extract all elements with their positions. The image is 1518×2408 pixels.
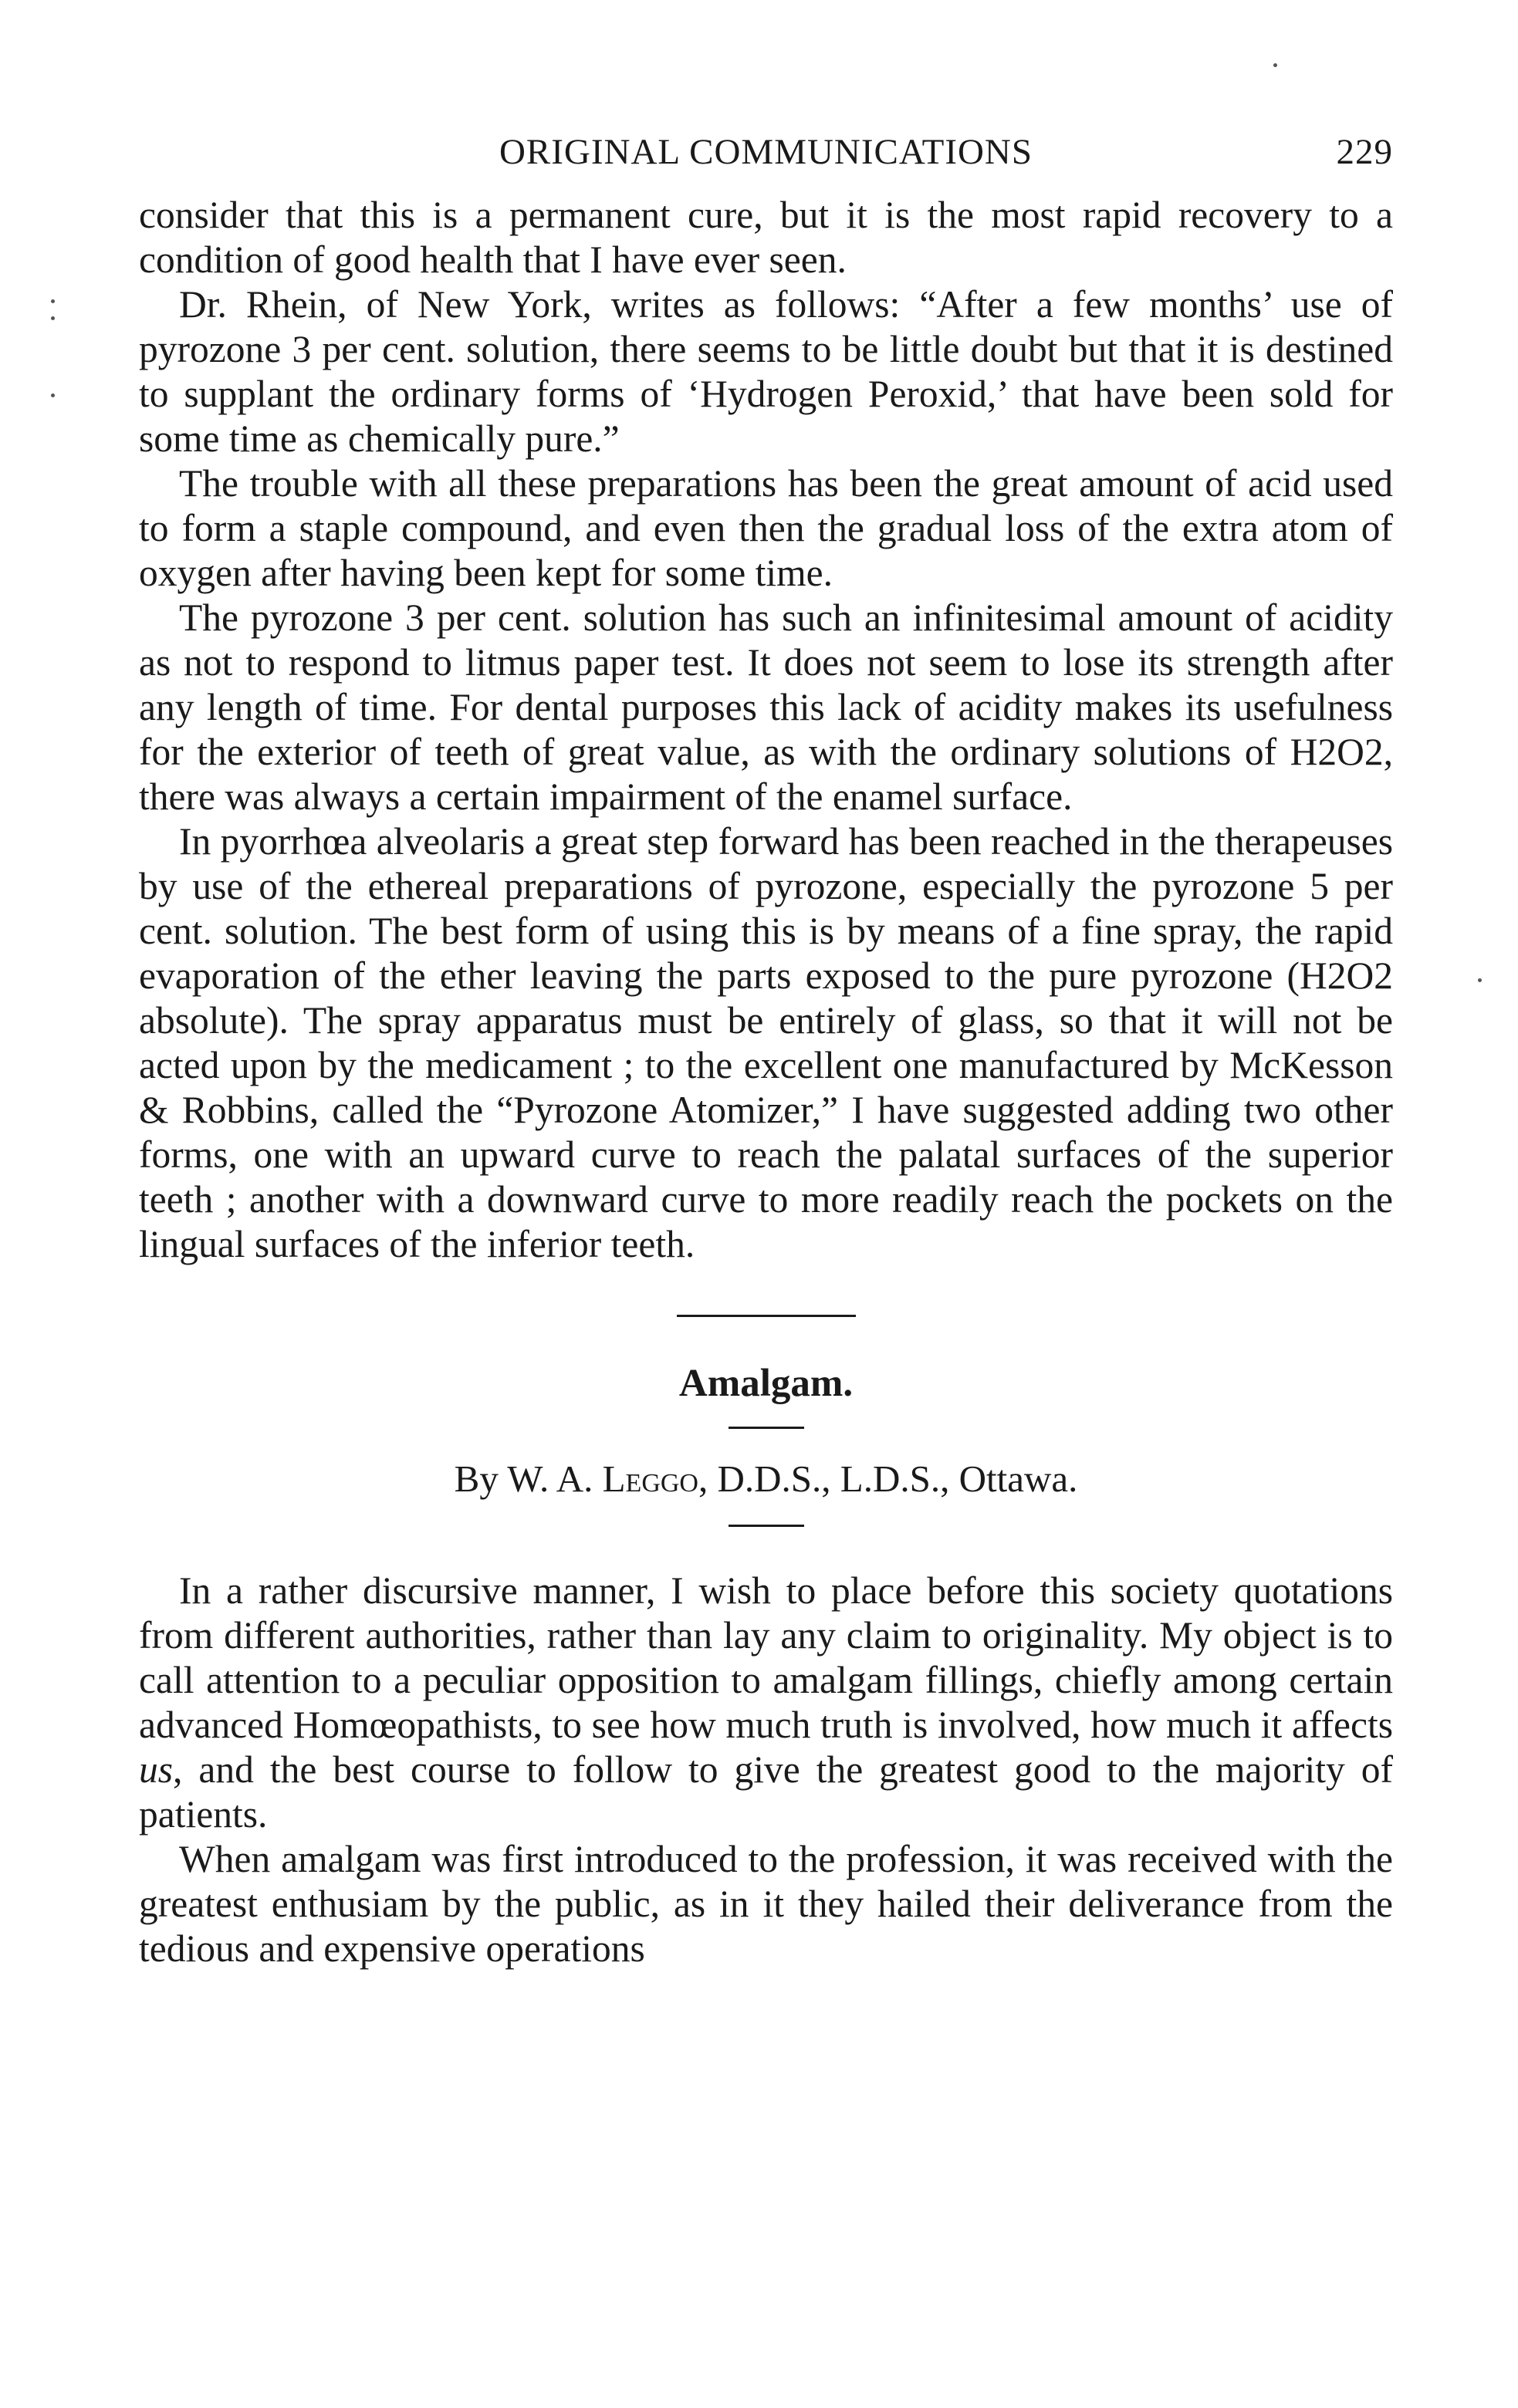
section-divider (677, 1315, 856, 1317)
print-speck (1478, 978, 1482, 982)
continued-text (139, 193, 1393, 1267)
paragraph: The trouble with all these preparations has been the great amount of acid used to form a staple compound, and even then the gradual loss of the extra atom of oxygen after having been kept for some time. (139, 462, 1393, 594)
title-rule (729, 1427, 804, 1429)
byline-author: Leggo (602, 1457, 698, 1500)
paragraph-text: In a rather discursive manner, I wish to place before this society quotations from different authorities, rather than lay any claim to originality. My object is to call attention to a peculiar opposition to amalgam fillings, chiefly among certain advanced Homœopathists, to see how much truth is involved, how much it affects (139, 1569, 1393, 1746)
running-head (139, 131, 1393, 193)
article-body (139, 1569, 1393, 1971)
byline-rule (729, 1525, 804, 1527)
paragraph: Dr. Rhein, of New York, writes as follows: “After a few months’ use of pyrozone 3 per cent. solution, there seems to be little doubt but that it is destined to supplant the ordinary forms of ‘Hydrogen Peroxid,’ that have been sold for some time as chemically pure.” (139, 283, 1393, 460)
page-number: 229 (1336, 132, 1393, 172)
running-head-title: ORIGINAL COMMUNICATIONS (499, 132, 1033, 172)
print-speck (51, 316, 55, 320)
paragraph: The pyrozone 3 per cent. solution has such an infinitesimal amount of acidity as not to respond to litmus paper test. It does not seem to lose its strength after any length of time. For dental purposes this lack of acidity makes its usefulness for the exterior of teeth of great value, as with the ordinary solutions of H2O2, there was always a certain impairment of the enamel surface. (139, 596, 1393, 818)
book-page (139, 131, 1393, 1971)
print-speck (51, 393, 55, 397)
paragraph: In pyorrhœa alveolaris a great step forward has been reached in the therapeuses by use of the ethereal preparations of pyrozone, especially the pyrozone 5 per cent. solution. The best form of using this is by means of a fine spray, the rapid evaporation of the ether leaving the parts exposed to the pure pyrozone (H2O2 absolute). The spray apparatus must be entirely of glass, so that it will not be acted upon by the medicament ; to the excellent one manufactured by McKesson & Robbins, called the “Pyrozone Atomizer,” I have suggested adding two other forms, one with an upward curve to reach the palatal surfaces of the superior teeth ; another with a downward curve to more readily reach the pockets on the lingual surfaces of the inferior teeth. (139, 820, 1393, 1265)
byline-prefix: By W. A. (454, 1457, 593, 1500)
paragraph: consider that this is a permanent cure, but it is the most rapid recovery to a condition of good health that I have ever seen. (139, 194, 1393, 281)
paragraph (139, 1569, 1393, 1837)
byline-suffix: , D.D.S., L.D.S., Ottawa. (698, 1457, 1078, 1500)
print-speck (1273, 63, 1277, 67)
paragraph: When amalgam was first introduced to the profession, it was received with the greatest enthusiam by the public, as in it they hailed their deliverance from the tedious and expensive operations (139, 1838, 1393, 1970)
print-speck (51, 299, 55, 303)
article-byline (139, 1457, 1393, 1501)
paragraph-text: , and the best course to follow to give the greatest good to the majority of patients. (139, 1748, 1393, 1836)
emphasis-text: us (139, 1748, 174, 1791)
article-title: Amalgam. (678, 1362, 854, 1405)
